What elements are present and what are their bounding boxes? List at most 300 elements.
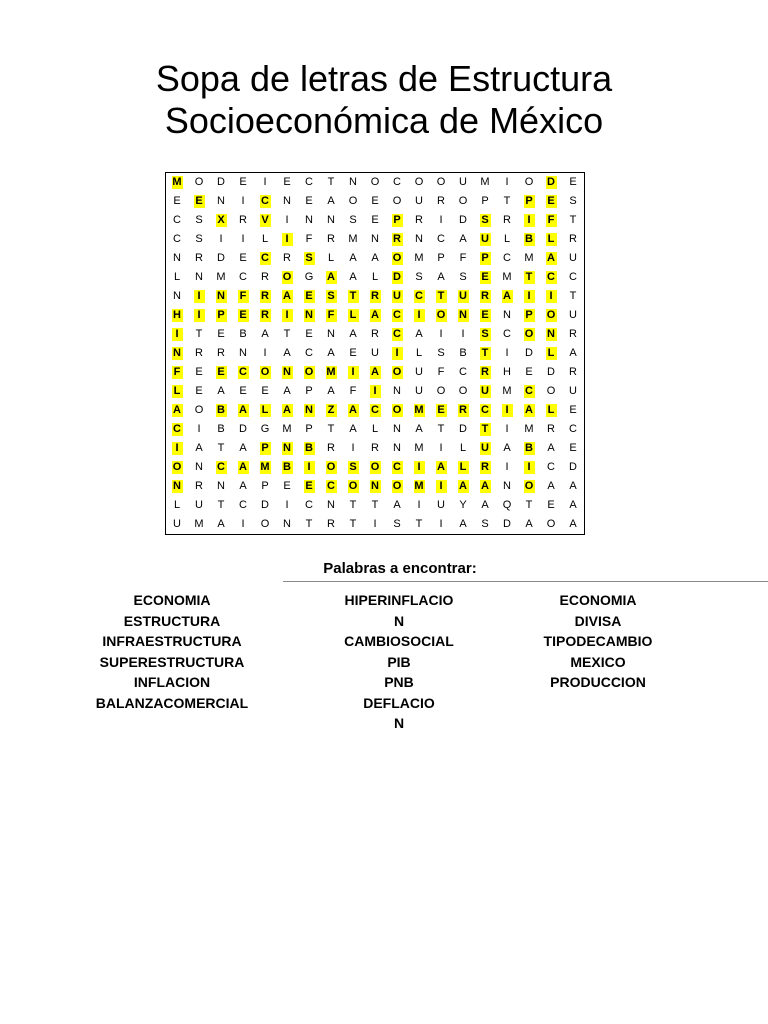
grid-letter: L: [503, 233, 511, 245]
grid-cell: [232, 249, 254, 268]
grid-letter: E: [305, 480, 313, 492]
grid-cell: [452, 420, 474, 439]
grid-cell: [342, 230, 364, 249]
grid-letter: I: [285, 214, 289, 226]
grid-letter: N: [173, 347, 181, 359]
grid-letter: E: [569, 442, 577, 454]
grid-letter: A: [415, 328, 423, 340]
grid-letter: N: [459, 309, 467, 321]
grid-letter: A: [283, 385, 291, 397]
grid-cell: [188, 344, 210, 363]
grid-cell: [496, 192, 518, 211]
grid-letter: M: [216, 271, 226, 283]
grid-letter: U: [371, 347, 379, 359]
grid-letter: B: [459, 347, 467, 359]
grid-letter: N: [327, 499, 335, 511]
grid-cell: [298, 496, 320, 515]
grid-cell: [276, 192, 298, 211]
grid-cell: [430, 306, 452, 325]
grid-letter: F: [459, 252, 467, 264]
grid-cell: [188, 287, 210, 306]
grid-letter: I: [370, 385, 381, 398]
grid-letter: N: [283, 442, 291, 454]
grid-letter: I: [505, 461, 509, 473]
grid-cell: [276, 344, 298, 363]
grid-letter: S: [481, 518, 489, 530]
grid-cell: [254, 325, 276, 344]
grid-cell: [452, 287, 474, 306]
grid-letter: R: [547, 423, 555, 435]
grid-letter: R: [327, 233, 335, 245]
grid-cell: [386, 325, 408, 344]
grid-letter: I: [505, 347, 509, 359]
grid-letter: A: [173, 404, 181, 416]
grid-cell: [298, 477, 320, 496]
grid-cell: [210, 268, 232, 287]
grid-letter: N: [173, 290, 181, 302]
grid-letter: Q: [502, 499, 512, 511]
grid-letter: E: [481, 271, 489, 283]
grid-cell: [166, 211, 189, 230]
grid-cell: [188, 439, 210, 458]
grid-letter: C: [173, 233, 181, 245]
grid-cell: [408, 363, 430, 382]
grid-letter: F: [437, 366, 445, 378]
grid-letter: L: [459, 442, 467, 454]
grid-cell: [166, 382, 189, 401]
grid-letter: D: [261, 499, 269, 511]
grid-letter: N: [217, 195, 225, 207]
grid-cell: [518, 363, 540, 382]
grid-cell: [298, 268, 320, 287]
grid-cell: [188, 325, 210, 344]
grid-letter: A: [371, 252, 379, 264]
grid-cell: [430, 249, 452, 268]
grid-letter: O: [194, 176, 204, 188]
grid-cell: [386, 230, 408, 249]
grid-letter: P: [305, 385, 313, 397]
grid-letter: N: [547, 328, 555, 340]
grid-cell: [232, 363, 254, 382]
grid-cell: [320, 268, 342, 287]
grid-letter: S: [349, 461, 357, 473]
grid-cell: [430, 496, 452, 515]
grid-cell: [342, 515, 364, 535]
grid-letter: L: [458, 461, 469, 474]
grid-cell: [320, 401, 342, 420]
grid-letter: C: [173, 423, 181, 435]
grid-letter: C: [459, 366, 467, 378]
grid-cell: [562, 515, 585, 535]
grid-letter: I: [348, 366, 359, 379]
grid-cell: [518, 477, 540, 496]
grid-cell: [386, 401, 408, 420]
grid-letter: P: [481, 195, 489, 207]
grid-letter: P: [217, 309, 225, 321]
grid-cell: [452, 458, 474, 477]
grid-letter: R: [261, 309, 269, 321]
grid-letter: R: [569, 328, 577, 340]
grid-letter: A: [195, 442, 203, 454]
grid-cell: [342, 306, 364, 325]
grid-letter: E: [195, 385, 203, 397]
grid-letter: F: [238, 290, 249, 303]
grid-cell: [364, 496, 386, 515]
grid-letter: I: [172, 328, 183, 341]
grid-letter: E: [305, 195, 313, 207]
grid-cell: [496, 439, 518, 458]
grid-cell: [408, 382, 430, 401]
grid-letter: M: [414, 480, 424, 492]
grid-letter: I: [241, 233, 245, 245]
word-list-item: ECONOMIA: [133, 592, 211, 608]
word-list-column-1: [72, 590, 272, 713]
grid-cell: [386, 515, 408, 535]
grid-cell: [386, 211, 408, 230]
word-list-title: Palabras a encontrar:: [323, 560, 477, 577]
grid-cell: [474, 439, 496, 458]
grid-letter: I: [351, 442, 355, 454]
grid-cell: [364, 363, 386, 382]
grid-cell: [364, 211, 386, 230]
grid-cell: [364, 173, 386, 193]
grid-cell: [540, 496, 562, 515]
grid-cell: [298, 287, 320, 306]
page-title: [0, 58, 768, 142]
grid-cell: [210, 477, 232, 496]
grid-cell: [474, 325, 496, 344]
grid-cell: [342, 401, 364, 420]
grid-letter: A: [481, 499, 489, 511]
grid-letter: E: [217, 366, 225, 378]
grid-letter: I: [524, 461, 535, 474]
grid-cell: [276, 401, 298, 420]
grid-cell: [166, 496, 189, 515]
grid-cell: [276, 496, 298, 515]
grid-letter: R: [195, 252, 203, 264]
word-list-item: CAMBIOSOCIAL: [344, 633, 454, 649]
grid-letter: T: [569, 290, 577, 302]
grid-cell: [540, 230, 562, 249]
grid-letter: N: [283, 195, 291, 207]
grid-letter: C: [503, 252, 511, 264]
grid-cell: [496, 458, 518, 477]
grid-letter: P: [261, 442, 269, 454]
grid-cell: [276, 477, 298, 496]
grid-cell: [474, 306, 496, 325]
grid-letter: N: [305, 214, 313, 226]
grid-cell: [276, 268, 298, 287]
grid-letter: N: [415, 233, 423, 245]
grid-cell: [320, 477, 342, 496]
grid-cell: [276, 230, 298, 249]
grid-cell: [518, 401, 540, 420]
grid-letter: R: [503, 214, 511, 226]
grid-row: [166, 211, 585, 230]
grid-row: [166, 268, 585, 287]
word-list-item: ECONOMIA: [559, 592, 637, 608]
grid-letter: O: [436, 176, 446, 188]
grid-cell: [254, 192, 276, 211]
grid-letter: I: [439, 328, 443, 340]
grid-letter: R: [371, 290, 379, 302]
grid-letter: B: [217, 423, 225, 435]
grid-letter: U: [437, 499, 445, 511]
grid-cell: [320, 287, 342, 306]
grid-letter: N: [305, 309, 313, 321]
grid-letter: E: [173, 195, 181, 207]
grid-letter: F: [172, 366, 183, 379]
grid-letter: L: [260, 404, 271, 417]
grid-letter: N: [393, 385, 401, 397]
grid-cell: [452, 230, 474, 249]
grid-letter: A: [503, 290, 511, 302]
grid-letter: N: [283, 366, 291, 378]
grid-letter: S: [569, 195, 577, 207]
grid-letter: R: [393, 233, 401, 245]
grid-cell: [430, 477, 452, 496]
grid-letter: P: [305, 423, 313, 435]
grid-letter: A: [349, 423, 357, 435]
grid-letter: M: [414, 252, 424, 264]
grid-letter: E: [525, 366, 533, 378]
grid-letter: C: [393, 176, 401, 188]
grid-cell: [430, 420, 452, 439]
grid-letter: I: [304, 461, 315, 474]
grid-cell: [430, 382, 452, 401]
grid-letter: A: [327, 195, 335, 207]
grid-cell: [474, 420, 496, 439]
grid-letter: P: [261, 480, 269, 492]
grid-letter: U: [173, 518, 181, 530]
grid-cell: [430, 192, 452, 211]
grid-cell: [562, 192, 585, 211]
grid-cell: [540, 439, 562, 458]
grid-letter: N: [239, 347, 247, 359]
grid-cell: [474, 515, 496, 535]
grid-cell: [298, 439, 320, 458]
word-list-item: PNB: [384, 674, 414, 690]
grid-cell: [386, 249, 408, 268]
grid-cell: [210, 306, 232, 325]
grid-cell: [254, 439, 276, 458]
grid-cell: [188, 249, 210, 268]
grid-cell: [276, 325, 298, 344]
grid-letter: T: [305, 518, 313, 530]
grid-letter: I: [285, 499, 289, 511]
grid-cell: [188, 382, 210, 401]
grid-cell: [518, 420, 540, 439]
word-search-grid: [165, 172, 585, 535]
grid-letter: C: [305, 176, 313, 188]
grid-letter: L: [327, 252, 335, 264]
grid-cell: [474, 363, 496, 382]
grid-cell: [276, 439, 298, 458]
grid-cell: [166, 477, 189, 496]
grid-cell: [298, 173, 320, 193]
grid-row: [166, 382, 585, 401]
grid-cell: [276, 515, 298, 535]
grid-letter: O: [436, 309, 446, 321]
grid-letter: D: [525, 347, 533, 359]
grid-cell: [540, 344, 562, 363]
grid-cell: [188, 268, 210, 287]
grid-cell: [342, 496, 364, 515]
grid-letter: I: [502, 404, 513, 417]
grid-letter: E: [547, 499, 555, 511]
grid-cell: [408, 420, 430, 439]
grid-letter: U: [195, 499, 203, 511]
grid-cell: [166, 268, 189, 287]
grid-cell: [342, 268, 364, 287]
word-list-item: INFLACION: [133, 674, 211, 690]
grid-cell: [166, 363, 189, 382]
grid-letter: D: [547, 366, 555, 378]
grid-cell: [452, 249, 474, 268]
grid-letter: S: [393, 518, 401, 530]
grid-cell: [166, 230, 189, 249]
grid-letter: O: [326, 461, 336, 473]
grid-letter: N: [173, 252, 181, 264]
grid-cell: [320, 211, 342, 230]
grid-cell: [210, 173, 232, 193]
grid-letter: D: [503, 518, 511, 530]
grid-letter: T: [348, 290, 359, 303]
grid-letter: C: [327, 480, 335, 492]
word-list-column-2: [299, 590, 499, 734]
grid-cell: [408, 401, 430, 420]
grid-letter: P: [481, 252, 489, 264]
grid-cell: [232, 401, 254, 420]
grid-cell: [540, 458, 562, 477]
grid-cell: [166, 515, 189, 535]
grid-letter: C: [261, 252, 269, 264]
grid-cell: [188, 458, 210, 477]
grid-letter: R: [261, 290, 269, 302]
grid-cell: [320, 325, 342, 344]
grid-letter: E: [569, 404, 577, 416]
grid-letter: O: [436, 385, 446, 397]
grid-letter: F: [546, 214, 557, 227]
grid-cell: [342, 249, 364, 268]
grid-letter: C: [481, 404, 489, 416]
grid-cell: [518, 496, 540, 515]
grid-cell: [166, 458, 189, 477]
grid-letter: E: [239, 385, 247, 397]
grid-cell: [364, 515, 386, 535]
grid-cell: [166, 249, 189, 268]
grid-letter: N: [327, 214, 335, 226]
grid-cell: [408, 211, 430, 230]
grid-letter: C: [393, 461, 401, 473]
grid-cell: [166, 344, 189, 363]
grid-letter: A: [239, 404, 247, 416]
grid-cell: [254, 173, 276, 193]
grid-letter: O: [524, 328, 534, 340]
grid-letter: O: [370, 176, 380, 188]
grid-letter: I: [439, 442, 443, 454]
grid-cell: [452, 211, 474, 230]
grid-cell: [166, 401, 189, 420]
word-list-item: HIPERINFLACIO: [344, 592, 454, 608]
grid-cell: [364, 268, 386, 287]
grid-cell: [342, 344, 364, 363]
grid-letter: M: [282, 423, 292, 435]
grid-cell: [540, 420, 562, 439]
grid-letter: S: [349, 214, 357, 226]
grid-letter: O: [260, 366, 270, 378]
grid-cell: [210, 211, 232, 230]
grid-cell: [166, 192, 189, 211]
grid-cell: [320, 363, 342, 382]
grid-letter: A: [393, 499, 401, 511]
grid-letter: U: [415, 195, 423, 207]
grid-cell: [386, 192, 408, 211]
grid-letter: B: [239, 328, 247, 340]
grid-letter: A: [547, 442, 555, 454]
grid-cell: [342, 192, 364, 211]
grid-letter: A: [481, 480, 489, 492]
grid-cell: [342, 325, 364, 344]
grid-letter: I: [414, 309, 425, 322]
grid-cell: [562, 268, 585, 287]
grid-row: [166, 192, 585, 211]
grid-letter: C: [547, 461, 555, 473]
grid-cell: [276, 211, 298, 230]
grid-letter: A: [459, 233, 467, 245]
grid-letter: C: [371, 404, 379, 416]
grid-cell: [188, 515, 210, 535]
grid-letter: A: [349, 252, 357, 264]
grid-cell: [166, 439, 189, 458]
word-list-item: DEFLACIO: [363, 694, 435, 711]
grid-cell: [364, 287, 386, 306]
grid-cell: [474, 458, 496, 477]
grid-letter: I: [219, 233, 223, 245]
grid-cell: [408, 192, 430, 211]
grid-letter: A: [415, 423, 423, 435]
grid-cell: [386, 287, 408, 306]
grid-letter: E: [371, 214, 379, 226]
grid-cell: [452, 496, 474, 515]
grid-letter: N: [217, 480, 225, 492]
grid-letter: N: [305, 404, 313, 416]
grid-letter: D: [569, 461, 577, 473]
grid-letter: I: [417, 499, 421, 511]
grid-cell: [276, 458, 298, 477]
grid-cell: [496, 173, 518, 193]
grid-letter: O: [458, 385, 468, 397]
grid-letter: L: [173, 271, 181, 283]
grid-letter: A: [283, 404, 291, 416]
grid-letter: D: [547, 176, 555, 188]
grid-letter: I: [194, 309, 205, 322]
grid-cell: [232, 420, 254, 439]
grid-cell: [232, 268, 254, 287]
grid-letter: E: [239, 309, 247, 321]
grid-cell: [298, 458, 320, 477]
word-list-column-3: [498, 590, 698, 693]
grid-cell: [188, 363, 210, 382]
grid-cell: [254, 496, 276, 515]
grid-letter: I: [172, 442, 183, 455]
grid-letter: A: [239, 461, 247, 473]
grid-cell: [408, 344, 430, 363]
grid-letter: T: [349, 518, 357, 530]
grid-letter: P: [525, 309, 533, 321]
grid-letter: E: [481, 309, 489, 321]
grid-cell: [496, 477, 518, 496]
